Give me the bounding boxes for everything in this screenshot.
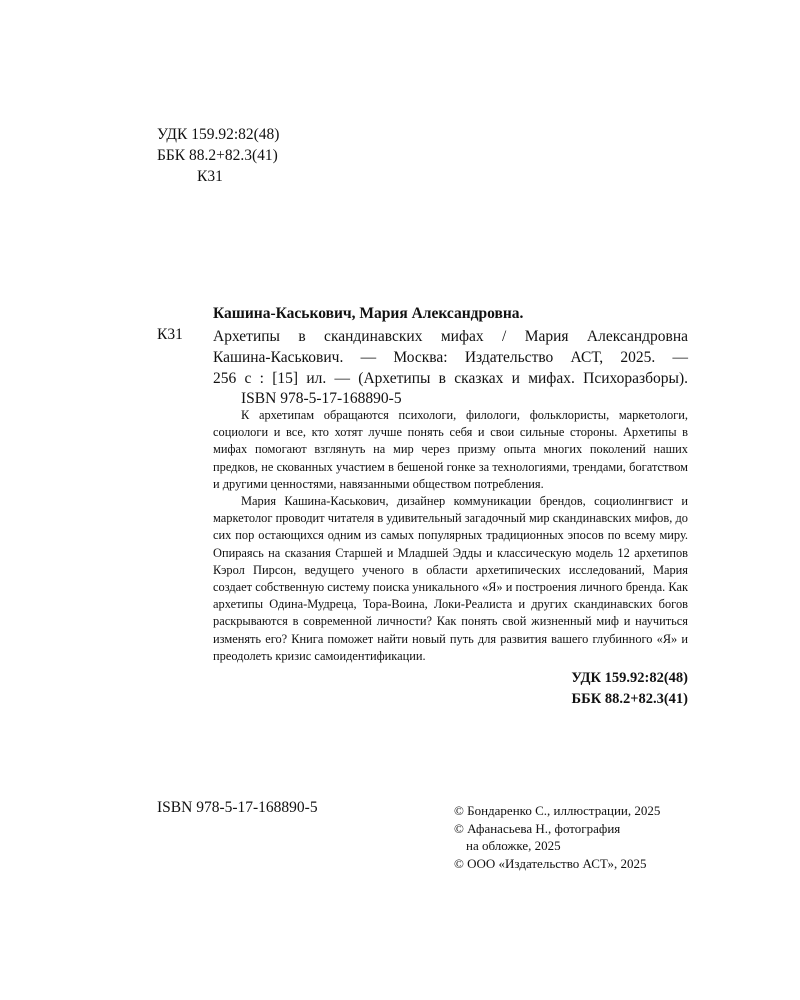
isbn-footer: ISBN 978-5-17-168890-5 bbox=[157, 799, 318, 816]
bbk-code: ББК 88.2+82.3(41) bbox=[157, 147, 278, 164]
isbn-record: ISBN 978-5-17-168890-5 bbox=[241, 390, 402, 407]
biblio-line-2: Кашина-Каськович. — Москва: Издательство АСТ, 2025. — bbox=[213, 349, 688, 366]
bbk-code-bold: ББК 88.2+82.3(41) bbox=[571, 691, 688, 707]
author-sign: К31 bbox=[197, 168, 223, 185]
copyright-photo: © Афанасьева Н., фотография bbox=[454, 820, 621, 836]
biblio-line-3: 256 с : [15] ил. — (Архетипы в сказках и мифах. Психоразборы). bbox=[213, 370, 688, 387]
udk-code: УДК 159.92:82(48) bbox=[157, 126, 280, 143]
copyright-publisher: © ООО «Издательство АСТ», 2025 bbox=[454, 855, 647, 871]
classification-codes-bold bbox=[488, 668, 688, 710]
header-classification-codes bbox=[157, 124, 279, 187]
annotation bbox=[213, 407, 688, 665]
copyright-block bbox=[454, 802, 694, 872]
copyright-photo-continued: на обложке, 2025 bbox=[466, 838, 561, 853]
copyright-illustrations: © Бондаренко С., иллюстрации, 2025 bbox=[454, 803, 661, 818]
annotation-paragraph-1: К архетипам обращаются психологи, филологи, фольклористы, маркетологи, социологи и все, кто хотят лучше понять себя и свои сильные стороны. Архетипы в мифах помогают взглянуть на мир через призму опыта многих поколений наших предков, не скованных участием в бешеной гонке за технологиями, трендами, богатством и другими ценностями, навязанными обществом потребления. bbox=[213, 408, 688, 491]
record-author-sign: К31 bbox=[157, 326, 183, 343]
annotation-paragraph-2: Мария Кашина-Каськович, дизайнер коммуникации брендов, социолингвист и маркетолог проводит читателя в удивительный загадочный мир скандинавских мифов, до сих пор остающихся одним из самых популярных традиционных эпосов по всему миру. Опираясь на сказания Старшей и Младшей Эдды и классическую модель 12 архетипов Кэрол Пирсон, ведущего ученого в области архетипических исследований, Мария создает собственную систему поиска уникального «Я» и построения личного бренда. Как архетипы Одина-Мудреца, Тора-Воина, Локи-Реалиста и других скандинавских богов раскрываются в современной личности? Как понять свой жизненный миф и научиться изменять его? Книга поможет найти новый путь для развития вашего глубинного «Я» и преодолеть кризис самоидентификации. bbox=[213, 494, 688, 663]
author-heading: Кашина-Каськович, Мария Александровна. bbox=[213, 305, 524, 322]
udk-code-bold: УДК 159.92:82(48) bbox=[571, 670, 688, 686]
biblio-line-1: Архетипы в скандинавских мифах / Мария Александровна bbox=[213, 328, 688, 345]
bibliographic-description bbox=[213, 326, 688, 389]
